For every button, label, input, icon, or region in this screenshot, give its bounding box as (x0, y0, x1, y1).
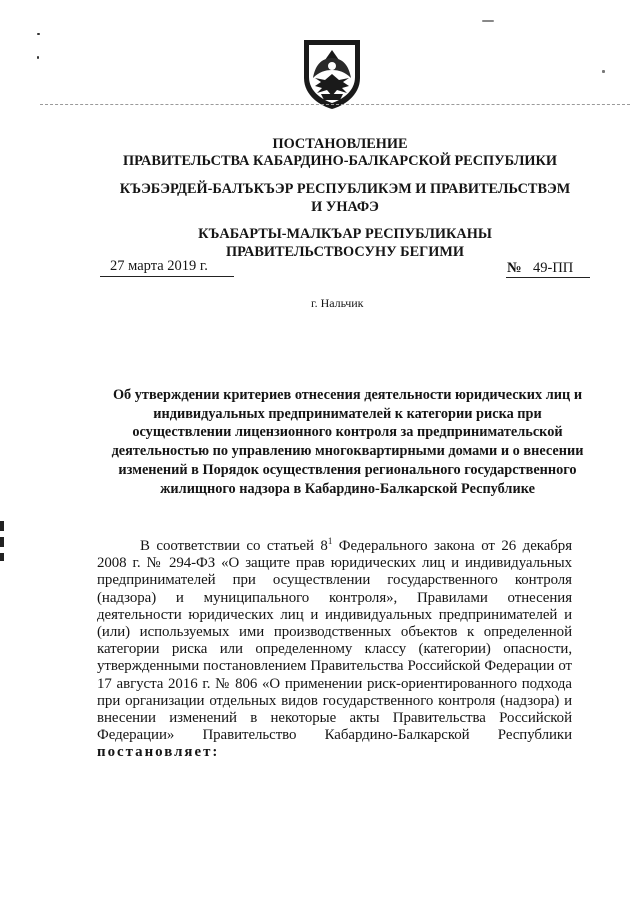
document-subject: Об утверждении критериев отнесения деятельности юридических лиц и индивидуальных предпринимателей к категории риска при осуществлении лицензионного контроля за предпринимательской деятельностью по управлению многоквартирными домами и о внесении изменений в Порядок осуществления регионального государственного жилищного надзора в Кабардино-Балкарской Республике (111, 387, 584, 497)
scan-speck (37, 56, 39, 59)
date-underline (100, 276, 234, 277)
issuer-title-balkar: КЪАБАРТЫ-МАЛКЪАР РЕСПУБЛИКАНЫ ПРАВИТЕЛЬСТВОСУНУ БЕГИМИ (198, 226, 492, 260)
document-number: 49-ПП (533, 260, 574, 276)
document-body (97, 538, 572, 762)
issuer-title: ПРАВИТЕЛЬСТВА КАБАРДИНО-БАЛКАРСКОЙ РЕСПУБЛИКИ (122, 153, 558, 169)
binding-mark (0, 553, 4, 561)
binding-mark (0, 537, 4, 547)
decree-word: постановляет: (97, 744, 220, 761)
body-text-part2: Федерального закона от 26 декабря 2008 г. № 294-ФЗ «О защите прав юридических лиц и индивидуальных предпринимателей при осуществлении государственного контроля (надзора) и муниципального контроля», Правилами отнесения деятельности юридических лиц и индивидуальных предпринимателей и (или) используемых ими производственных объектов к определенной категории риска или определенному классу (категории) опасности, утвержденными постановлением Правительства Российской Федерации от 17 августа 2016 г. № 806 «О применении риск-ориентированного подхода при организации отдельных видов государственного контроля (надзора) и внесении изменений в некоторые акты Правительства Российской Федерации» Правительство Кабардино-Балкарской Республики (97, 538, 573, 744)
number-underline (506, 277, 590, 278)
scan-speck (482, 20, 494, 22)
document-city: г. Нальчик (311, 296, 364, 310)
scan-speck (37, 33, 40, 35)
issuer-title-kabardian: КЪЭБЭРДЕЙ-БАЛЪКЪЭР РЕСПУБЛИКЭМ И ПРАВИТЕЛЬСТВЭМ И УНАФЭ (119, 181, 571, 215)
number-sign: № (507, 260, 522, 276)
scan-speck (602, 70, 605, 73)
coat-of-arms-icon (301, 38, 363, 110)
header-divider (40, 104, 630, 105)
article-superscript: 1 (327, 536, 333, 547)
doc-type-title: ПОСТАНОВЛЕНИЕ (272, 136, 408, 152)
binding-mark (0, 521, 4, 531)
document-date: 27 марта 2019 г. (110, 258, 208, 274)
body-text-part1: В соответствии со статьей 8 (140, 538, 328, 554)
